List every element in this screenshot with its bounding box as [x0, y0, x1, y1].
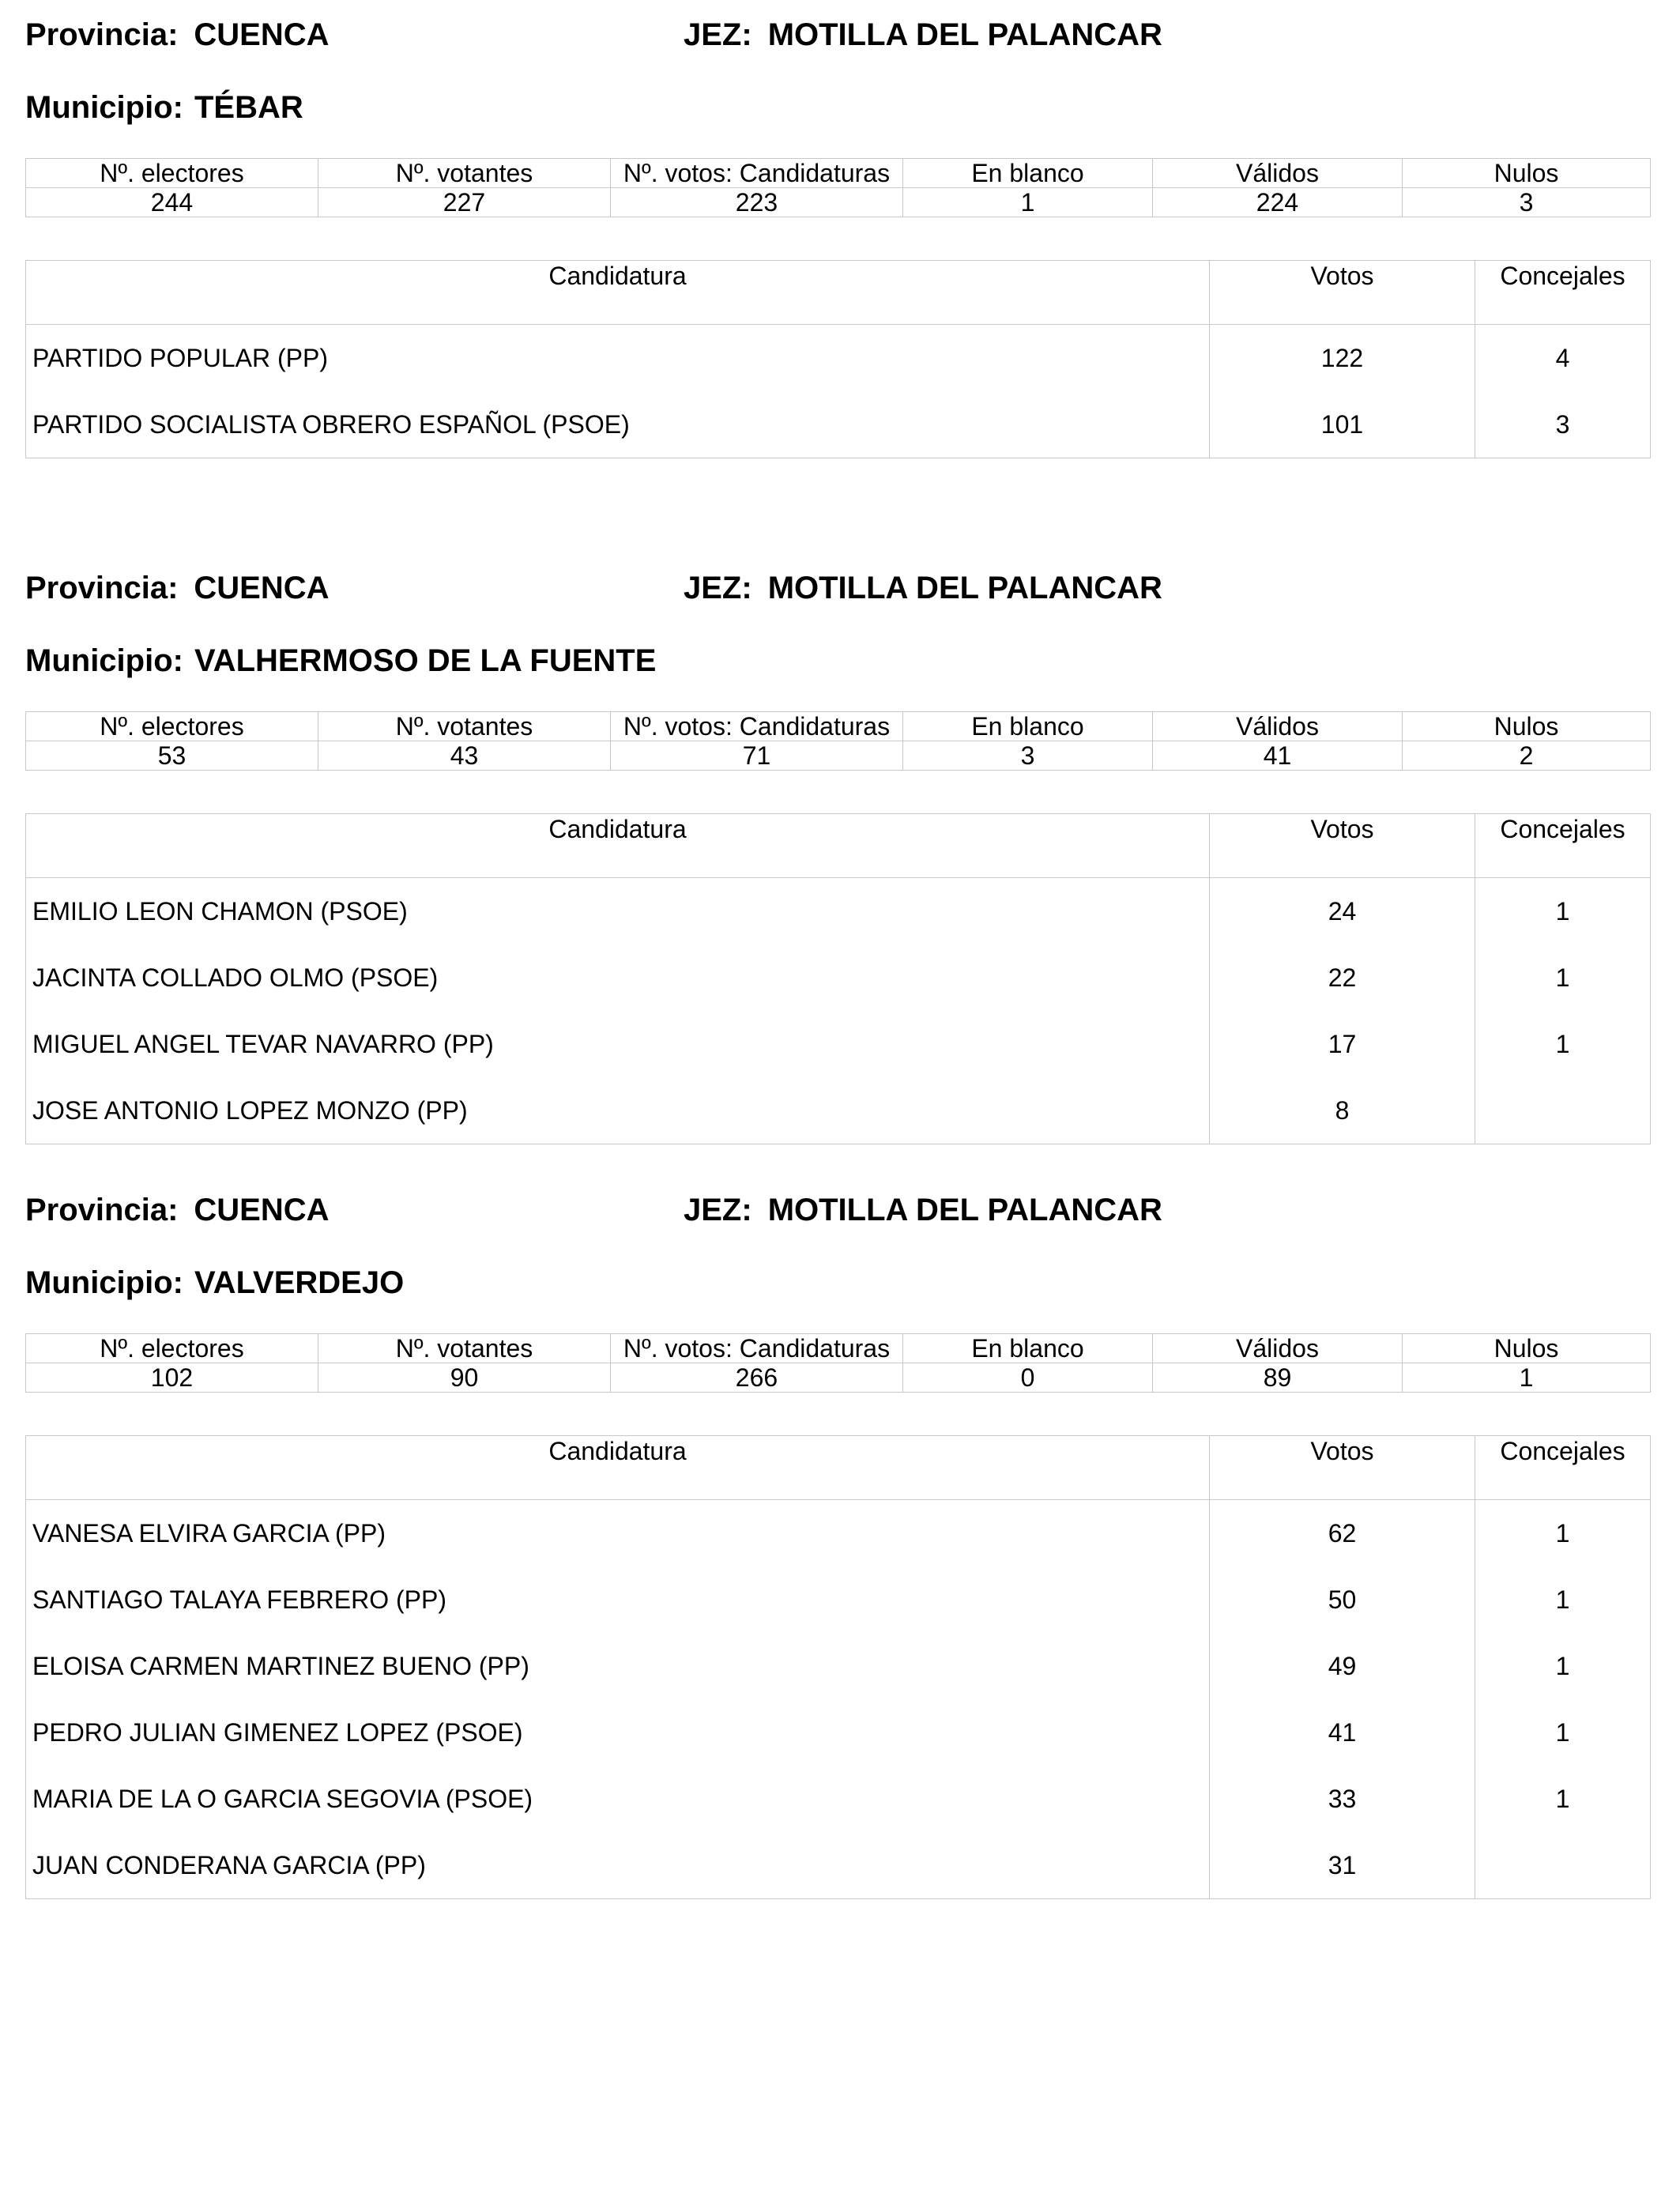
- candidate-councillors: [1475, 1077, 1651, 1144]
- stats-header-cell: Válidos: [1153, 712, 1403, 741]
- candidate-councillors: 1: [1475, 944, 1651, 1011]
- candidate-name: VANESA ELVIRA GARCIA (PP): [26, 1500, 1210, 1567]
- candidate-row: [26, 1832, 1651, 1899]
- candidate-votes: 22: [1210, 944, 1475, 1011]
- municipio-heading: [25, 90, 303, 125]
- stats-value-cell: 227: [318, 188, 611, 217]
- municipality-section: [25, 553, 1650, 1125]
- provincia-label: Provincia:: [25, 1193, 179, 1227]
- provincia-heading: [25, 1193, 330, 1227]
- stats-header-cell: Nº. electores: [26, 159, 318, 188]
- candidates-table: [25, 1435, 1651, 1899]
- stats-value-row: [26, 188, 1651, 217]
- provincia-label: Provincia:: [25, 17, 179, 52]
- stats-value-cell: 244: [26, 188, 318, 217]
- jez-heading: [684, 571, 1162, 605]
- candidate-row: [26, 1633, 1651, 1699]
- candidate-councillors: 1: [1475, 1500, 1651, 1567]
- jez-value: MOTILLA DEL PALANCAR: [767, 1193, 1162, 1227]
- stats-header-cell: Nº. electores: [26, 712, 318, 741]
- candidates-header-cell: Candidatura: [26, 261, 1210, 325]
- stats-header-cell: Válidos: [1153, 159, 1403, 188]
- candidates-header-cell: Concejales: [1475, 261, 1651, 325]
- candidates-header-cell: Candidatura: [26, 814, 1210, 878]
- stats-value-cell: 71: [611, 741, 903, 771]
- stats-header-cell: Nº. votantes: [318, 159, 611, 188]
- candidates-header-row: [26, 261, 1651, 325]
- candidate-row: [26, 1766, 1651, 1832]
- candidates-header-row: [26, 814, 1651, 878]
- candidates-header-row: [26, 1436, 1651, 1500]
- municipio-value: VALVERDEJO: [194, 1265, 405, 1300]
- candidate-votes: 8: [1210, 1077, 1475, 1144]
- candidate-councillors: 4: [1475, 325, 1651, 392]
- stats-value-cell: 3: [903, 741, 1153, 771]
- provincia-heading: [25, 17, 330, 52]
- municipio-label: Municipio:: [25, 90, 183, 125]
- stats-value-cell: 53: [26, 741, 318, 771]
- provincia-heading: [25, 571, 330, 605]
- candidate-votes: 33: [1210, 1766, 1475, 1832]
- stats-value-cell: 3: [1403, 188, 1651, 217]
- stats-header-cell: Válidos: [1153, 1334, 1403, 1363]
- stats-value-cell: 43: [318, 741, 611, 771]
- candidate-row: [26, 944, 1651, 1011]
- stats-value-cell: 102: [26, 1363, 318, 1393]
- candidate-name: MARIA DE LA O GARCIA SEGOVIA (PSOE): [26, 1766, 1210, 1832]
- candidates-table: [25, 813, 1651, 1144]
- stats-header-row: [26, 1334, 1651, 1363]
- stats-value-cell: 1: [903, 188, 1153, 217]
- candidate-votes: 24: [1210, 878, 1475, 945]
- municipio-heading: [25, 1265, 404, 1300]
- candidate-votes: 49: [1210, 1633, 1475, 1699]
- provincia-value: CUENCA: [194, 17, 330, 52]
- candidate-votes: 62: [1210, 1500, 1475, 1567]
- provincia-label: Provincia:: [25, 571, 179, 605]
- candidate-name: JUAN CONDERANA GARCIA (PP): [26, 1832, 1210, 1899]
- candidate-votes: 122: [1210, 325, 1475, 392]
- stats-table: [25, 1333, 1651, 1393]
- candidate-votes: 50: [1210, 1566, 1475, 1633]
- candidate-votes: 17: [1210, 1011, 1475, 1077]
- provincia-value: CUENCA: [194, 571, 330, 605]
- candidate-row: [26, 391, 1651, 458]
- stats-value-cell: 2: [1403, 741, 1651, 771]
- stats-header-cell: Nulos: [1403, 1334, 1651, 1363]
- candidate-votes: 41: [1210, 1699, 1475, 1766]
- candidates-header-cell: Votos: [1210, 1436, 1475, 1500]
- candidate-row: [26, 325, 1651, 392]
- stats-value-cell: 266: [611, 1363, 903, 1393]
- stats-value-cell: 1: [1403, 1363, 1651, 1393]
- stats-header-cell: Nº. votos: Candidaturas: [611, 159, 903, 188]
- stats-header-cell: En blanco: [903, 159, 1153, 188]
- candidate-row: [26, 878, 1651, 945]
- stats-header-row: [26, 159, 1651, 188]
- stats-header-cell: Nº. electores: [26, 1334, 318, 1363]
- candidate-councillors: 1: [1475, 1699, 1651, 1766]
- municipio-heading: [25, 643, 656, 678]
- municipio-label: Municipio:: [25, 1265, 183, 1300]
- jez-heading: [684, 1193, 1162, 1227]
- stats-value-cell: 90: [318, 1363, 611, 1393]
- municipality-section: [25, 1175, 1650, 1879]
- stats-header-cell: Nulos: [1403, 159, 1651, 188]
- municipality-section: [25, 0, 1650, 553]
- candidate-row: [26, 1566, 1651, 1633]
- candidate-name: PEDRO JULIAN GIMENEZ LOPEZ (PSOE): [26, 1699, 1210, 1766]
- candidate-councillors: 1: [1475, 1011, 1651, 1077]
- candidate-councillors: 3: [1475, 391, 1651, 458]
- candidate-councillors: 1: [1475, 1766, 1651, 1832]
- stats-header-cell: En blanco: [903, 712, 1153, 741]
- jez-value: MOTILLA DEL PALANCAR: [767, 17, 1162, 52]
- candidate-councillors: 1: [1475, 1633, 1651, 1699]
- jez-label: JEZ:: [684, 571, 752, 605]
- stats-value-cell: 0: [903, 1363, 1153, 1393]
- stats-header-cell: Nº. votantes: [318, 1334, 611, 1363]
- stats-table: [25, 158, 1651, 217]
- candidate-name: ELOISA CARMEN MARTINEZ BUENO (PP): [26, 1633, 1210, 1699]
- candidate-name: SANTIAGO TALAYA FEBRERO (PP): [26, 1566, 1210, 1633]
- jez-heading: [684, 17, 1162, 52]
- candidate-name: EMILIO LEON CHAMON (PSOE): [26, 878, 1210, 945]
- candidate-councillors: 1: [1475, 878, 1651, 945]
- candidate-row: [26, 1699, 1651, 1766]
- candidate-councillors: 1: [1475, 1566, 1651, 1633]
- stats-header-cell: Nº. votantes: [318, 712, 611, 741]
- stats-header-cell: Nº. votos: Candidaturas: [611, 1334, 903, 1363]
- stats-value-cell: 224: [1153, 188, 1403, 217]
- candidates-header-cell: Candidatura: [26, 1436, 1210, 1500]
- municipio-label: Municipio:: [25, 643, 183, 678]
- municipio-value: TÉBAR: [194, 90, 303, 125]
- stats-header-row: [26, 712, 1651, 741]
- jez-label: JEZ:: [684, 17, 752, 52]
- candidate-name: JACINTA COLLADO OLMO (PSOE): [26, 944, 1210, 1011]
- candidate-name: PARTIDO SOCIALISTA OBRERO ESPAÑOL (PSOE): [26, 391, 1210, 458]
- stats-header-cell: Nulos: [1403, 712, 1651, 741]
- stats-header-cell: En blanco: [903, 1334, 1153, 1363]
- candidate-name: MIGUEL ANGEL TEVAR NAVARRO (PP): [26, 1011, 1210, 1077]
- provincia-value: CUENCA: [194, 1193, 330, 1227]
- candidate-name: PARTIDO POPULAR (PP): [26, 325, 1210, 392]
- stats-value-row: [26, 741, 1651, 771]
- municipio-value: VALHERMOSO DE LA FUENTE: [194, 643, 657, 678]
- candidate-votes: 101: [1210, 391, 1475, 458]
- candidate-row: [26, 1011, 1651, 1077]
- candidates-header-cell: Concejales: [1475, 814, 1651, 878]
- stats-value-cell: 89: [1153, 1363, 1403, 1393]
- candidate-name: JOSE ANTONIO LOPEZ MONZO (PP): [26, 1077, 1210, 1144]
- stats-value-cell: 41: [1153, 741, 1403, 771]
- candidate-councillors: [1475, 1832, 1651, 1899]
- candidates-table: [25, 260, 1651, 458]
- candidate-votes: 31: [1210, 1832, 1475, 1899]
- stats-table: [25, 711, 1651, 771]
- jez-label: JEZ:: [684, 1193, 752, 1227]
- candidate-row: [26, 1500, 1651, 1567]
- candidate-row: [26, 1077, 1651, 1144]
- candidates-header-cell: Concejales: [1475, 1436, 1651, 1500]
- stats-header-cell: Nº. votos: Candidaturas: [611, 712, 903, 741]
- stats-value-row: [26, 1363, 1651, 1393]
- jez-value: MOTILLA DEL PALANCAR: [767, 571, 1162, 605]
- candidates-header-cell: Votos: [1210, 261, 1475, 325]
- stats-value-cell: 223: [611, 188, 903, 217]
- candidates-header-cell: Votos: [1210, 814, 1475, 878]
